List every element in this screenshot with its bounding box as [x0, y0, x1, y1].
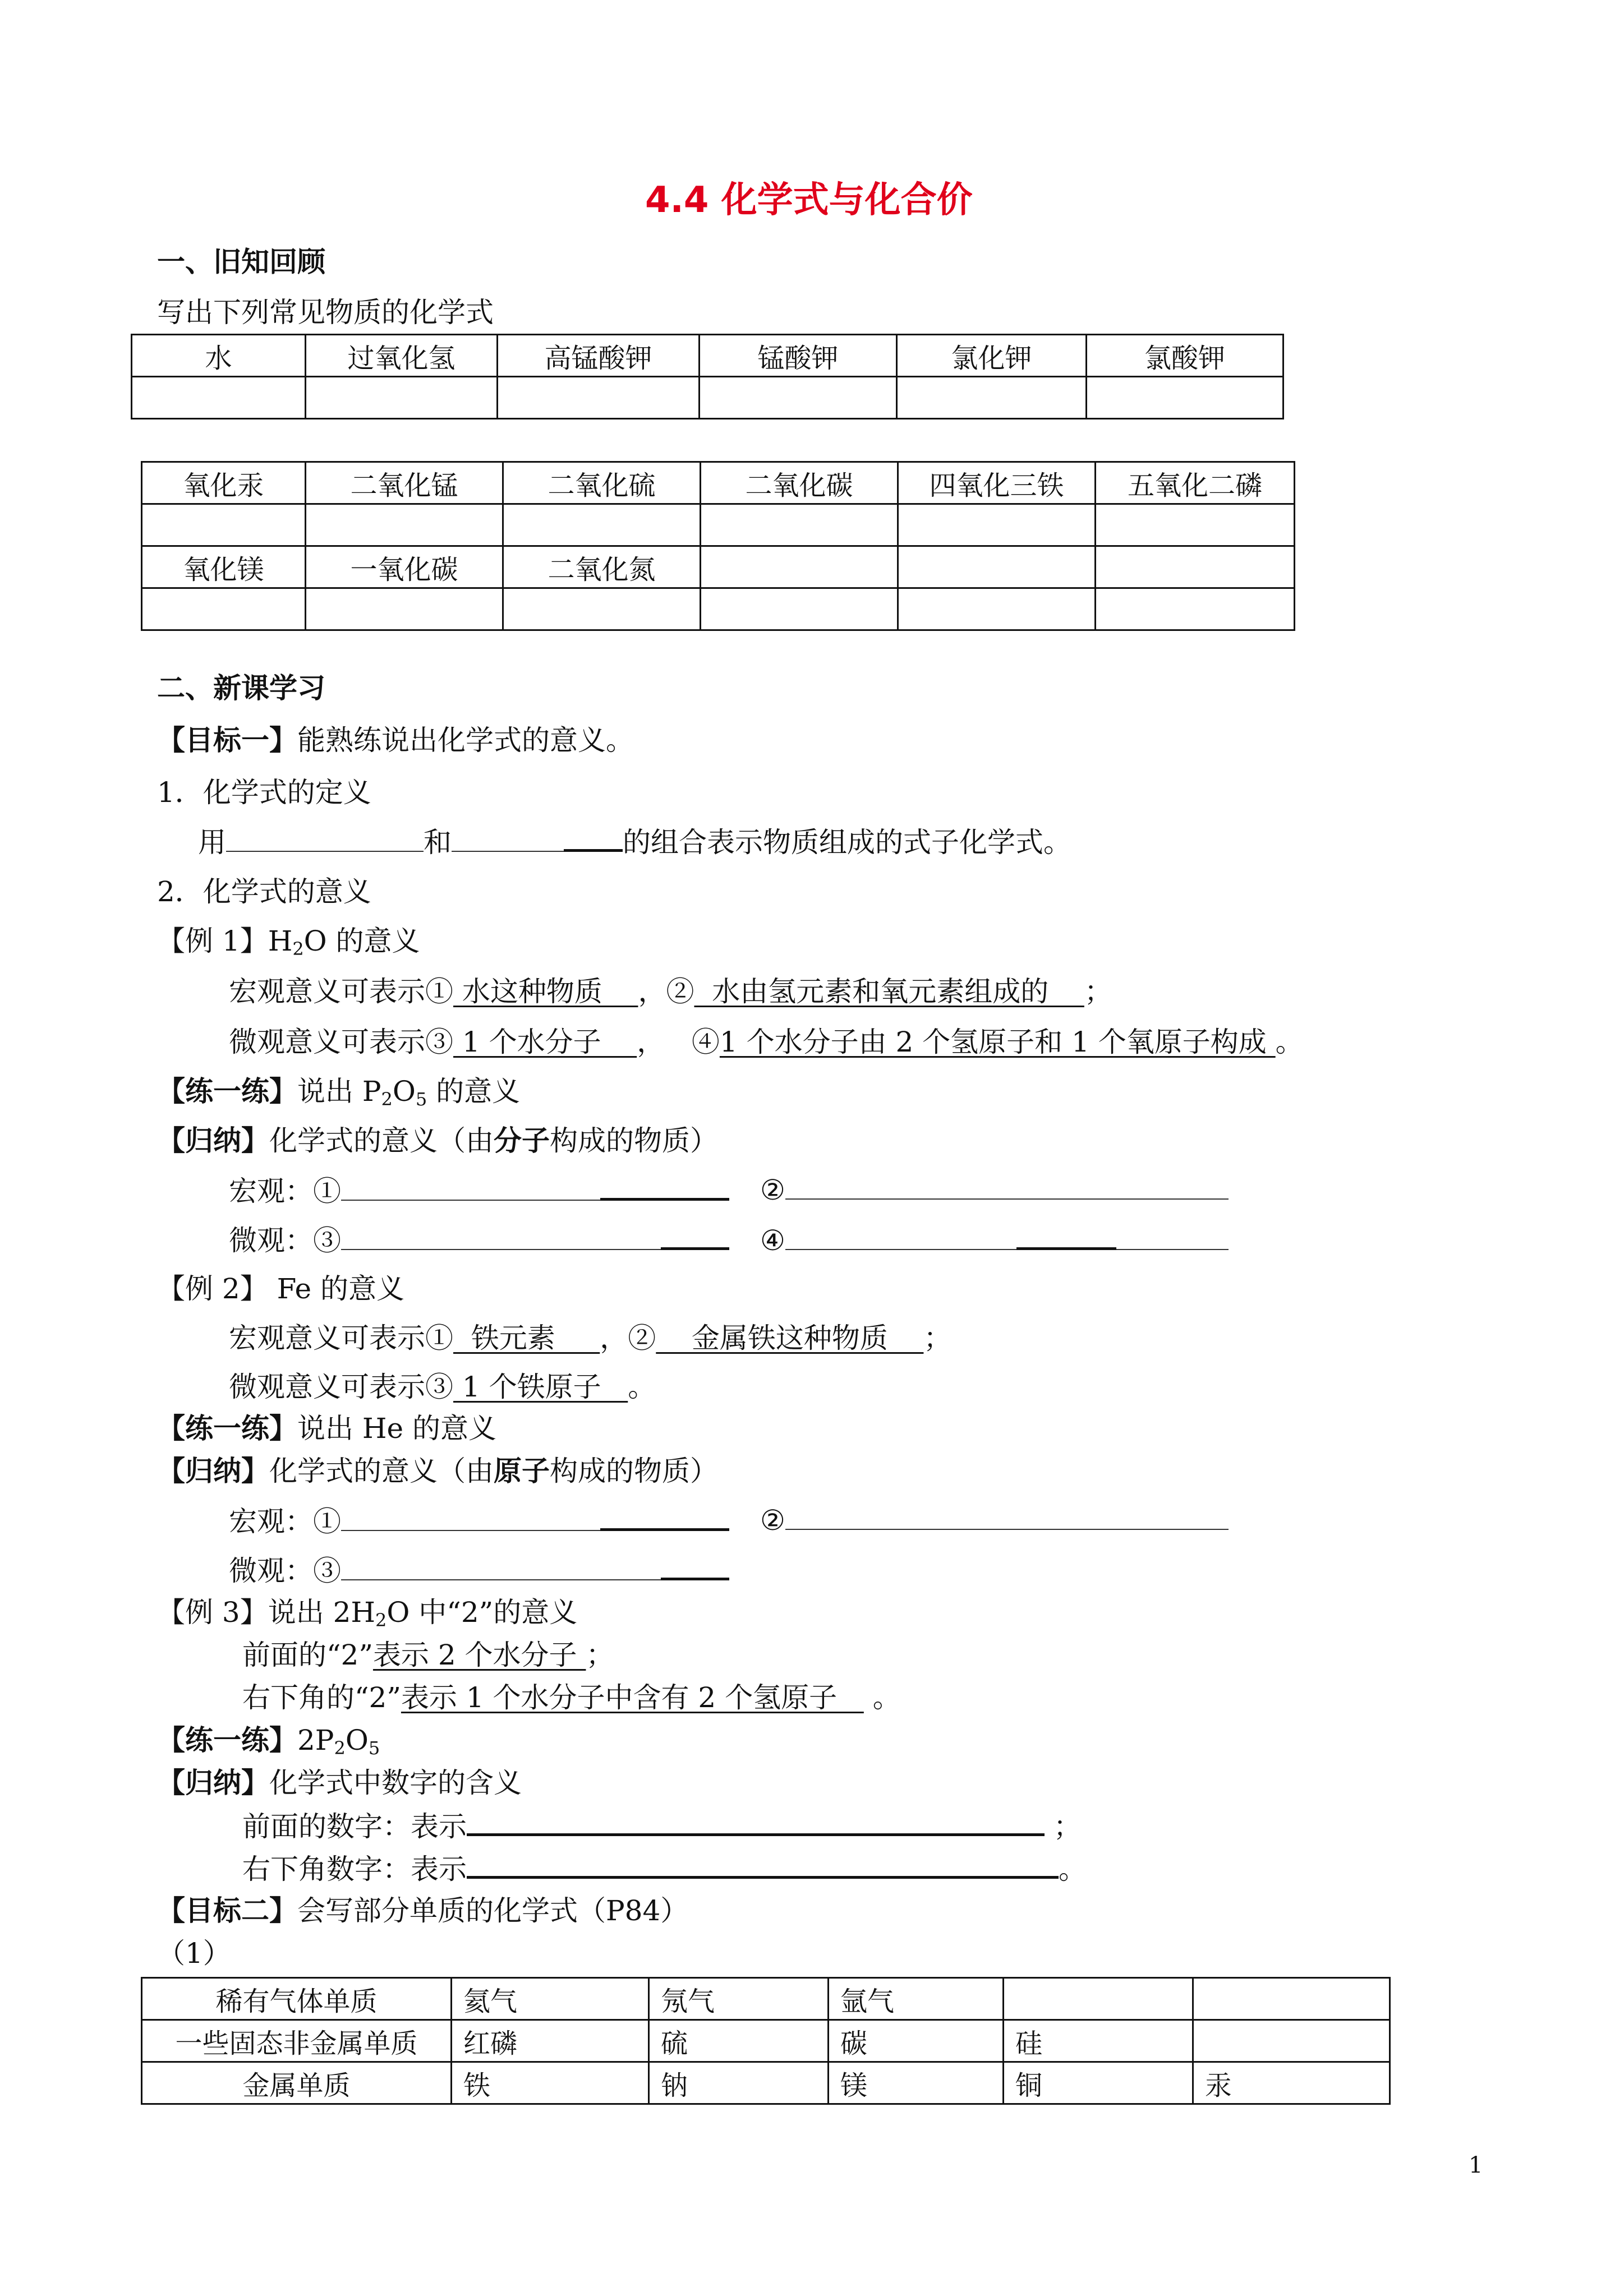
- ex2-macro-sep: ，②: [600, 1322, 656, 1354]
- table-cell: 硅: [1004, 2020, 1193, 2062]
- sub-number-line: [242, 1851, 1087, 1886]
- macro-end: ；: [1084, 975, 1112, 1008]
- ex3-front-lead: 前面的“2”: [242, 1639, 373, 1671]
- example2-macro-line: [229, 1321, 951, 1355]
- summary2-line: [157, 1454, 718, 1488]
- page-title: 4.4 化学式与化合价: [645, 179, 973, 221]
- formula-table-1: [131, 334, 1284, 419]
- table-cell: [898, 546, 1096, 588]
- example1-head: 【例 1】H: [157, 925, 293, 957]
- goal1-line: [157, 723, 634, 757]
- table-cell: 二氧化氮: [503, 546, 701, 588]
- sub-number-blank[interactable]: [467, 1851, 1059, 1879]
- practice3-line: [157, 1723, 380, 1765]
- ex3-front-end: ；: [586, 1639, 614, 1671]
- practice1-line: [157, 1075, 520, 1116]
- macro-sep: ，②: [638, 975, 694, 1008]
- table-cell: 氧化汞: [142, 462, 306, 504]
- summary1-b: 分子: [494, 1124, 550, 1157]
- definition-blank-2a[interactable]: [452, 826, 564, 852]
- table-cell: 一氧化碳: [306, 546, 503, 588]
- practice1-sub2: 5: [415, 1089, 427, 1110]
- example1-tail: O 的意义: [303, 925, 420, 957]
- micro-lead: 微观意义可表示③: [229, 1026, 453, 1058]
- definition-line: [198, 824, 1071, 859]
- table-cell: 硫: [649, 2020, 829, 2062]
- table-cell: 水: [132, 335, 306, 377]
- goal2-line: [157, 1894, 688, 1928]
- micro-answer-3: 1 个水分子: [453, 1026, 637, 1058]
- summary1-macro-line: [229, 1173, 729, 1208]
- table-cell: [1193, 2020, 1390, 2062]
- practice1-tail: 的意义: [427, 1075, 521, 1108]
- s2-macro-blank-2[interactable]: [785, 1504, 1229, 1530]
- front-number-line: [242, 1809, 1082, 1843]
- formula-table-2: [141, 461, 1295, 631]
- table-row: [142, 2020, 1390, 2062]
- table-cell: [1096, 546, 1295, 588]
- goal1-text: 能熟练说出化学式的意义。: [297, 724, 634, 757]
- example2-micro-line: [229, 1370, 656, 1404]
- answer-cell[interactable]: [142, 504, 306, 546]
- table-cell: 金属单质: [142, 2062, 452, 2104]
- part1-label: （1）: [157, 1937, 231, 1970]
- answer-cell[interactable]: [898, 588, 1096, 630]
- answer-cell[interactable]: [1087, 377, 1283, 419]
- definition-and: 和: [424, 826, 452, 859]
- answer-cell[interactable]: [898, 504, 1096, 546]
- macro-blank-1a[interactable]: [341, 1175, 600, 1201]
- ex3-sub-lead: 右下角的“2”: [242, 1681, 401, 1714]
- micro-answer-4: 1 个水分子由 2 个氢原子和 1 个氧原子构成: [719, 1026, 1276, 1058]
- macro-lead: 宏观意义可表示①: [229, 975, 453, 1008]
- table-row: [132, 377, 1283, 419]
- example1-macro-line: [229, 975, 1112, 1008]
- table-cell: 铁: [452, 2062, 649, 2104]
- sub-number-label: 右下角数字：表示: [242, 1853, 467, 1885]
- summary2-b: 原子: [494, 1454, 550, 1487]
- answer-cell[interactable]: [701, 588, 898, 630]
- ex3-sub-answer: 表示 1 个水分子中含有 2 个氢原子: [401, 1681, 864, 1714]
- table-cell: [1004, 1978, 1193, 2020]
- answer-cell[interactable]: [1096, 588, 1295, 630]
- elements-table: [141, 1977, 1391, 2105]
- macro2-label: ②: [760, 1174, 785, 1206]
- front-number-label: 前面的数字：表示: [242, 1810, 467, 1843]
- table-cell: 氯酸钾: [1087, 335, 1283, 377]
- practice3-sub2: 5: [368, 1737, 380, 1759]
- table-row: [142, 546, 1295, 588]
- answer-cell[interactable]: [700, 377, 897, 419]
- answer-cell[interactable]: [306, 504, 503, 546]
- example3-head: 【例 3】说出 2H: [157, 1596, 376, 1629]
- practice1-mid: O: [392, 1075, 416, 1108]
- front-number-blank[interactable]: [467, 1809, 1045, 1836]
- micro-label-2: 微观：③: [229, 1555, 341, 1587]
- summary2-macro2: [760, 1504, 1229, 1537]
- table-cell: 锰酸钾: [700, 335, 897, 377]
- micro-blank-4c[interactable]: [1116, 1224, 1229, 1250]
- micro-blank-3a[interactable]: [341, 1224, 661, 1250]
- macro-blank-2[interactable]: [785, 1174, 1229, 1200]
- micro4-label: ④: [760, 1224, 785, 1257]
- example3-tail: O 中“2”的意义: [387, 1596, 578, 1629]
- practice3-mid: O: [345, 1724, 369, 1756]
- table-cell: 五氧化二磷: [1096, 462, 1295, 504]
- definition-use: 用: [198, 826, 226, 859]
- example2-heading: 【例 2】 Fe 的意义: [157, 1273, 405, 1305]
- practice3-tag: 【练一练】: [157, 1723, 297, 1756]
- table-cell: 氖气: [649, 1978, 829, 2020]
- example1-micro-line: [229, 1025, 1304, 1059]
- example1-heading: [157, 924, 420, 966]
- definition-blank-2b[interactable]: [564, 824, 623, 852]
- table-row: [142, 2062, 1390, 2104]
- table-row: [142, 588, 1295, 630]
- example3-heading: [157, 1596, 577, 1637]
- summary1-a: 化学式的意义（由: [269, 1124, 494, 1157]
- summary2-micro-line: [229, 1553, 729, 1588]
- sub-number-end: 。: [1059, 1853, 1087, 1885]
- macro2-label-2: ②: [760, 1504, 785, 1537]
- ex2-micro-end: 。: [628, 1371, 656, 1403]
- table-cell: 钠: [649, 2062, 829, 2104]
- practice1-sub1: 2: [381, 1089, 393, 1110]
- micro-blank-4b[interactable]: [1016, 1223, 1116, 1250]
- item2-meaning-heading: 2．化学式的意义: [157, 875, 371, 908]
- micro-end: 。: [1275, 1026, 1304, 1058]
- table-row: [142, 1978, 1390, 2020]
- answer-cell[interactable]: [306, 377, 498, 419]
- answer-cell[interactable]: [306, 588, 503, 630]
- table-cell: 二氧化碳: [701, 462, 898, 504]
- page-number: 1: [1469, 2152, 1483, 2178]
- front-number-end: ；: [1045, 1810, 1082, 1843]
- summary1-tag: 【归纳】: [157, 1124, 269, 1157]
- table-row: [142, 462, 1295, 504]
- answer-cell[interactable]: [503, 588, 701, 630]
- answer-cell[interactable]: [132, 377, 306, 419]
- summary2-c: 构成的物质）: [550, 1455, 718, 1487]
- summary2-macro-line: [229, 1504, 729, 1538]
- ex3-front-answer: 表示 2 个水分子: [372, 1639, 586, 1671]
- summary3-line: [157, 1766, 522, 1800]
- s2-micro-blank-3b[interactable]: [661, 1553, 729, 1580]
- answer-cell[interactable]: [701, 504, 898, 546]
- table-cell: 氦气: [452, 1978, 649, 2020]
- table-cell: 稀有气体单质: [142, 1978, 452, 2020]
- macro-answer-1: 水这种物质: [453, 975, 638, 1008]
- answer-cell[interactable]: [498, 377, 700, 419]
- ex2-macro-lead: 宏观意义可表示①: [229, 1322, 453, 1354]
- ex2-micro-answer-3: 1 个铁原子: [453, 1371, 628, 1403]
- goal2-text: 会写部分单质的化学式（P84）: [297, 1894, 689, 1927]
- micro-blank-4a[interactable]: [785, 1224, 1016, 1250]
- micro-sep: ， ④: [637, 1026, 720, 1058]
- micro-blank-3b[interactable]: [661, 1223, 729, 1250]
- summary1-c: 构成的物质）: [550, 1124, 718, 1157]
- summary3-tag: 【归纳】: [157, 1766, 269, 1799]
- section-heading-new-lesson: 二、新课学习: [157, 671, 325, 704]
- ex2-macro-end: ；: [923, 1322, 952, 1354]
- table-cell: 二氧化硫: [503, 462, 701, 504]
- macro-label: 宏观：①: [229, 1175, 341, 1207]
- practice2-tag: 【练一练】: [157, 1412, 297, 1445]
- table-cell: 镁: [829, 2062, 1004, 2104]
- ex3-sub-end: 。: [863, 1681, 901, 1714]
- summary1-line: [157, 1124, 718, 1158]
- ex2-macro-answer-2: 金属铁这种物质: [656, 1322, 924, 1354]
- practice3-head: 2P: [297, 1724, 334, 1756]
- table-cell: 汞: [1193, 2062, 1390, 2104]
- table-row: [132, 335, 1283, 377]
- macro-answer-2: 水由氢元素和氧元素组成的: [694, 975, 1084, 1008]
- summary3-text: 化学式中数字的含义: [269, 1767, 522, 1799]
- practice2-text: 说出 He 的意义: [297, 1412, 496, 1445]
- section-heading-review: 一、旧知回顾: [157, 245, 325, 278]
- example3-sub-line: [242, 1681, 901, 1714]
- practice2-line: [157, 1412, 496, 1445]
- ex2-macro-answer-1: 铁元素: [453, 1322, 600, 1354]
- table-cell: 氯化钾: [897, 335, 1087, 377]
- micro-label: 微观：③: [229, 1224, 341, 1257]
- goal2-tag: 【目标二】: [157, 1894, 297, 1927]
- goal1-tag: 【目标一】: [157, 723, 297, 757]
- answer-cell[interactable]: [503, 504, 701, 546]
- practice1-head: 说出 P: [297, 1075, 381, 1108]
- answer-cell[interactable]: [142, 588, 306, 630]
- summary1-micro4: [760, 1223, 1229, 1257]
- table-cell: 一些固态非金属单质: [142, 2020, 452, 2062]
- example3-front-line: [242, 1638, 614, 1672]
- table-cell: 高锰酸钾: [498, 335, 700, 377]
- table-cell: [701, 546, 898, 588]
- review-intro: 写出下列常见物质的化学式: [157, 296, 494, 329]
- table-cell: 四氧化三铁: [898, 462, 1096, 504]
- answer-cell[interactable]: [897, 377, 1087, 419]
- table-cell: 碳: [829, 2020, 1004, 2062]
- table-cell: 氧化镁: [142, 546, 306, 588]
- table-cell: 红磷: [452, 2020, 649, 2062]
- table-cell: 二氧化锰: [306, 462, 503, 504]
- table-cell: [1193, 1978, 1390, 2020]
- summary1-micro-line: [229, 1223, 729, 1257]
- practice1-tag: 【练一练】: [157, 1075, 297, 1108]
- example3-subscript: 2: [375, 1610, 387, 1631]
- table-row: [142, 504, 1295, 546]
- summary1-macro2: [760, 1173, 1229, 1207]
- s2-micro-blank-3a[interactable]: [341, 1555, 661, 1580]
- table-cell: 铜: [1004, 2062, 1193, 2104]
- definition-blank-1[interactable]: [226, 826, 424, 852]
- summary2-tag: 【归纳】: [157, 1454, 269, 1487]
- table-cell: 过氧化氢: [306, 335, 498, 377]
- answer-cell[interactable]: [1096, 504, 1295, 546]
- table-cell: 氩气: [829, 1978, 1004, 2020]
- ex2-micro-lead: 微观意义可表示③: [229, 1371, 453, 1403]
- definition-tail: 的组合表示物质组成的式子化学式。: [623, 826, 1071, 859]
- summary2-a: 化学式的意义（由: [269, 1455, 494, 1487]
- practice3-sub1: 2: [334, 1737, 346, 1759]
- macro-blank-1b[interactable]: [600, 1173, 729, 1201]
- macro-label-2: 宏观：①: [229, 1505, 341, 1538]
- item1-definition-heading: 1．化学式的定义: [157, 776, 371, 809]
- s2-macro-blank-1b[interactable]: [600, 1504, 729, 1531]
- example1-subscript: 2: [292, 938, 304, 960]
- s2-macro-blank-1a[interactable]: [341, 1505, 600, 1531]
